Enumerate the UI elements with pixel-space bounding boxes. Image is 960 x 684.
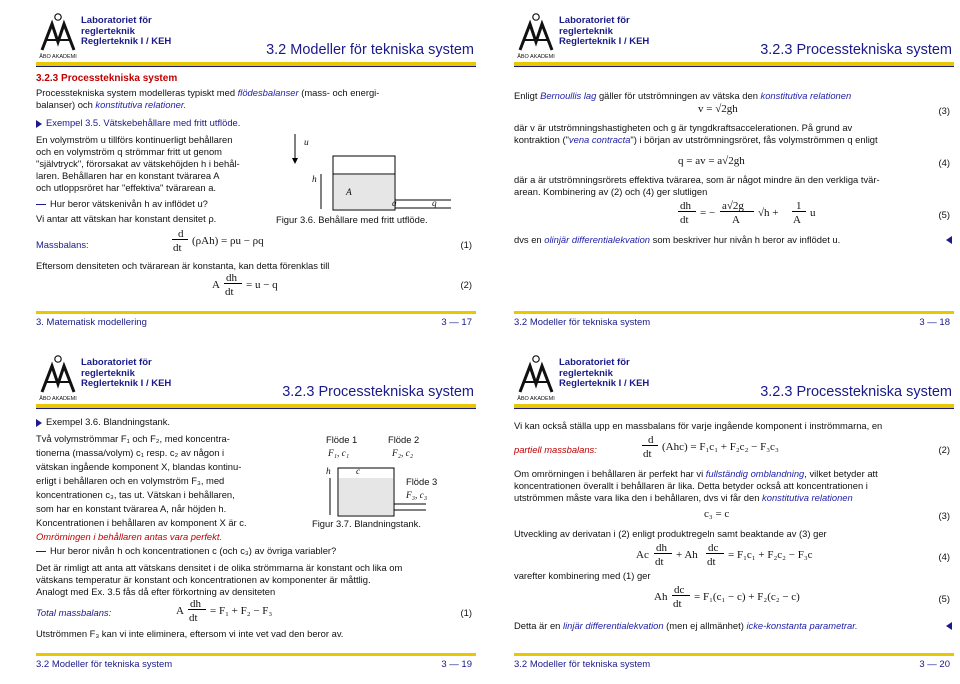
text-line: Enligt Bernoullis lag gäller för utströmningen av vätska den konstitutiva relationen (514, 90, 852, 101)
equation-label: Massbalans: (36, 239, 89, 250)
abo-akademi-logo (38, 354, 78, 402)
equation-number: (2) (938, 444, 950, 455)
equation-3: c₃ = c (704, 508, 730, 520)
fig-label-u: u (304, 138, 309, 148)
text-line: Vi antar att vätskan har konstant densitet ρ. (36, 213, 217, 224)
fig-label: F₂, c₂ (392, 449, 414, 459)
text-line: där v är utströmningshastigheten och g är tyngdkraftsaccelerationen. På grund av (514, 122, 853, 133)
text-line: Analogt med Ex. 3.5 fås då efter förkortning av densiteten (36, 586, 276, 597)
equation-number: (3) (938, 510, 950, 521)
text-line: koncentrationen överallt i behållaren är lika. Detta betyder också att koncentrationen i (514, 480, 868, 491)
lab-name: Laboratoriet för reglerteknik Reglerteknik I / KEH (81, 357, 172, 389)
equation-5: dh dt = − a√2g A √h + 1 A u (680, 200, 816, 226)
figure-caption: Figur 3.7. Blandningstank. (312, 518, 421, 529)
fig-label: h (326, 467, 331, 477)
slide-footer: 3. Matematisk modellering 3 — 17 (36, 317, 472, 328)
slide-header (514, 352, 954, 406)
fig-label: Flöde 3 (406, 476, 438, 487)
fig-label-q: q (432, 199, 437, 209)
fig-label-A: A (346, 188, 352, 198)
section-heading: 3.2.3 Processtekniska system (36, 73, 178, 84)
slide-title: 3.2 Modeller för tekniska system (266, 42, 474, 58)
slide-3-18 (514, 10, 954, 328)
equation-number: (5) (938, 593, 950, 604)
text-line: vätskan ingående komponent X, blandas kontinu- (36, 461, 242, 472)
equation-number: (2) (460, 279, 472, 290)
svg-text:ÅBO AKADEMI: ÅBO AKADEMI (517, 396, 555, 402)
text-line: tionerna (massa/volym) c₁ resp. c₂ av någon i (36, 447, 225, 458)
text-line: Om omrörningen i behållaren är perfekt har vi fullständig omblandning, vilket betyder att (514, 468, 878, 479)
slide-title: 3.2.3 Processtekniska system (282, 384, 474, 400)
text-line: arean. Kombinering av (2) och (4) ger slutligen (514, 186, 708, 197)
equation-number: (1) (460, 607, 472, 618)
fig-label: Flöde 2 (388, 434, 420, 445)
slide-footer: 3.2 Modeller för tekniska system 3 — 20 (514, 659, 950, 670)
text-line: Två volymströmmar F₁ och F₂, med koncentra- (36, 433, 230, 444)
text-line: Omrörningen i behållaren antas vara perfekt. (36, 531, 223, 542)
lab-name: Laboratoriet för reglerteknik Reglerteknik I / KEH (81, 15, 172, 47)
fig-label-a: a (392, 199, 397, 209)
slide-header (36, 10, 476, 64)
text-line: där a är utströmningsrörets effektiva tvärarea, som är något mindre än den verkliga tvär- (514, 174, 880, 185)
equation-3: v = √2gh (698, 103, 738, 115)
triangle-right-icon (36, 120, 42, 128)
question: Hur beror vätskenivån h av inflödet u? (36, 198, 208, 210)
text-line: koncentrationen c₃, tas ut. Vätskan i behållaren, (36, 489, 235, 500)
svg-text:ÅBO AKADEMI: ÅBO AKADEMI (517, 54, 555, 60)
abo-akademi-logo (516, 12, 556, 60)
equation-label: partiell massbalans: (514, 444, 597, 455)
slide-3-19: ÅBO AKADEMI Laboratoriet för reglerteknik Reglerteknik I / KEH 3.2.3 Processtekniska system Exempel 3.6. Blandningstank. Två volymströmmar F₁ och F₂, med koncentra- tionerna (massa/volym) c₁ resp. c₂ av någon i vätskan ingående komponent X, blandas kontinu- erligt i behållaren och en volymström F₃, med koncentrationen c₃, tas ut. Vätskan i behållaren, som har en konstant tvärarea A, når höjden h. Koncentrationen i behållaren av komponent X är c. Omrörningen i behållaren antas vara perfekt. Hur beror nivån h och koncentrationen c (och c₃) av övriga variabler? Flöde 1 Flöde 2 F₁, c₁ F₂, c₂ h c Flöde 3 F₃, c₃ Figur 3.7. Blandningstank. Det är rimligt att anta att vätskans densitet i de olika strömmarna är konstant och lika om vätskans temperatur är konstant och koncentrationen av komponenter är måttlig. Analogt med Ex. 3.5 fås då efter förkortning av densiteten Total massbalans: A dh dt = F₁ + F₂ − F₃ (1) Utströmmen F₃ kan vi inte eliminera, eftersom vi inte vet vad den beror av. 3.2 Modeller för tekniska system 3 — 19 (36, 352, 476, 670)
slide-footer: 3.2 Modeller för tekniska system 3 — 18 (514, 317, 950, 328)
text-line: som har en konstant tvärarea A, når höjden h. (36, 503, 227, 514)
slide-header (514, 10, 954, 64)
intro-line-1: Processtekniska system modelleras typiskt med flödesbalanser (mass- och energi- (36, 87, 380, 98)
triangle-left-icon (946, 622, 952, 630)
fig-label-h: h (312, 175, 317, 185)
text-line: Utströmmen F₃ kan vi inte eliminera, eftersom vi inte vet vad den beror av. (36, 628, 344, 639)
equation-label: Total massbalans: (36, 607, 112, 618)
slide-footer: 3.2 Modeller för tekniska system 3 — 19 (36, 659, 472, 670)
text-line: kontraktion ("vena contracta") i början av utströmningsröret, fås volymströmmen q enligt (514, 134, 878, 145)
text-line: laren. Behållaren har en konstant tvärarea A (36, 170, 220, 181)
text-line: Eftersom densiteten och tvärarean är konstanta, kan detta förenklas till (36, 260, 330, 271)
slide-title: 3.2.3 Processtekniska system (760, 384, 952, 400)
equation-number: (5) (938, 209, 950, 220)
equation-4: q = av = a√2gh (678, 155, 745, 167)
text-line: varefter kombinering med (1) ger (514, 570, 651, 581)
equation-number: (4) (938, 157, 950, 168)
text-line: Det är rimligt att anta att vätskans densitet i de olika strömmarna är konstant och lika om (36, 562, 403, 573)
fig-label: F₁, c₁ (328, 449, 350, 459)
triangle-left-icon (946, 236, 952, 244)
question: Hur beror nivån h och koncentrationen c (och c₃) av övriga variabler? (36, 545, 336, 557)
text-line: vätskans temperatur är konstant och koncentrationen av komponenter är måttlig. (36, 574, 371, 585)
example-heading: Exempel 3.6. Blandningstank. (36, 416, 170, 428)
figure-caption: Figur 3.6. Behållare med fritt utflöde. (276, 214, 428, 225)
abo-akademi-logo (38, 12, 78, 60)
equation-number: (1) (460, 239, 472, 250)
text-line: Utveckling av derivatan i (2) enligt produktregeln samt beaktande av (3) ger (514, 528, 827, 539)
text-line: Detta är en linjär differentialekvation (men ej allmänhet) icke-konstanta parametrar. (514, 620, 858, 631)
fig-label: Flöde 1 (326, 434, 358, 445)
fig-label: F₃, c₃ (406, 491, 428, 501)
svg-text:ÅBO AKADEMI: ÅBO AKADEMI (39, 54, 77, 60)
text-line: Vi kan också ställa upp en massbalans för varje ingående komponent i inströmmarna, en (514, 420, 883, 431)
tank-figure (291, 132, 471, 216)
example-heading: Exempel 3.5. Vätskebehållare med fritt utflöde. (36, 117, 240, 129)
slide-title: 3.2.3 Processtekniska system (760, 42, 952, 58)
slide-header (36, 352, 476, 406)
text-line: Koncentrationen i behållaren av komponent X är c. (36, 517, 247, 528)
abo-akademi-logo (516, 354, 556, 402)
equation-number: (3) (938, 105, 950, 116)
triangle-right-icon (36, 419, 42, 427)
text-line: "självtryck", förorsakat av vätskehöjden h i behål- (36, 158, 240, 169)
slide-3-17: ÅBO AKADEMI Laboratoriet för reglerteknik Reglerteknik I / KEH 3.2 Modeller för tekniska system 3.2.3 Processtekniska system Processtekniska system modelleras typiskt med flödesbalanser (mass- och energi- balanser) och konstitutiva relationer. Exempel 3.5. Vätskebehållare med fritt utflöde. En volymström u tillförs kontinuerligt behållaren och en volymström q strömmar fritt ut genom "självtryck", förorsakat av vätskehöjden h i behål- laren. Behållaren har en konstant tvärarea A och utloppsröret har "effektiva" tvärarean a. Hur beror vätskenivån h av inflödet u? Vi antar att vätskan har konstant densitet ρ. u h A a q Figur 3.6. Behållare med fritt utflöde. Massbalans: d dt (ρAh) = ρu − ρq (1) Eftersom densiteten och tvärarean är konstanta, kan detta förenklas till A dh dt = u − q (2) 3. Matematisk modellering 3 — 17 (36, 10, 476, 328)
equation-number: (4) (938, 551, 950, 562)
slide-3-20: ÅBO AKADEMI Laboratoriet för reglerteknik Reglerteknik I / KEH 3.2.3 Processtekniska system Vi kan också ställa upp en massbalans för varje ingående komponent i inströmmarna, en partiell massbalans: d dt (Ahc) = F₁c₁ + F₂c₂ − F₃c₃ (2) Om omrörningen i behållaren är perfekt har vi fullständig omblandning, vilket betyder att koncentrationen överallt i behållaren är lika. Detta betyder också att koncentrationen i utströmmen måste vara lika den i behållaren, dvs vi får den konstitutiva relationen c₃ = c (3) Utveckling av derivatan i (2) enligt produktregeln samt beaktande av (3) ger Ac dh dt + Ah dc dt = F₁c₁ + F₂c₂ − F₃c (4) varefter kombinering med (1) ger Ah dc dt = F₁(c₁ − c) + F₂(c₂ − c) (5) Detta är en linjär differentialekvation (men ej allmänhet) icke-konstanta parametrar. 3.2 Modeller för tekniska system 3 — 20 (514, 352, 954, 670)
fig-label: c (356, 467, 361, 477)
text-line: utströmmen måste vara lika den i behållaren, dvs vi får den konstitutiva relationen (514, 492, 853, 503)
text-line: En volymström u tillförs kontinuerligt behållaren (36, 134, 233, 145)
intro-line-2: balanser) och konstitutiva relationer. (36, 99, 187, 110)
text-line: dvs en olinjär differentialekvation som beskriver hur nivån h beror av inflödet u. (514, 234, 841, 245)
svg-text:ÅBO AKADEMI: ÅBO AKADEMI (39, 396, 77, 402)
text-line: och utloppsröret har "effektiva" tvärarean a. (36, 182, 217, 193)
lab-name: Laboratoriet för reglerteknik Reglerteknik I / KEH (559, 15, 650, 47)
text-line: erligt i behållaren och en volymström F₃, med (36, 475, 225, 486)
text-line: och en volymström q strömmar fritt ut genom (36, 146, 222, 157)
lab-name: Laboratoriet för reglerteknik Reglerteknik I / KEH (559, 357, 650, 389)
